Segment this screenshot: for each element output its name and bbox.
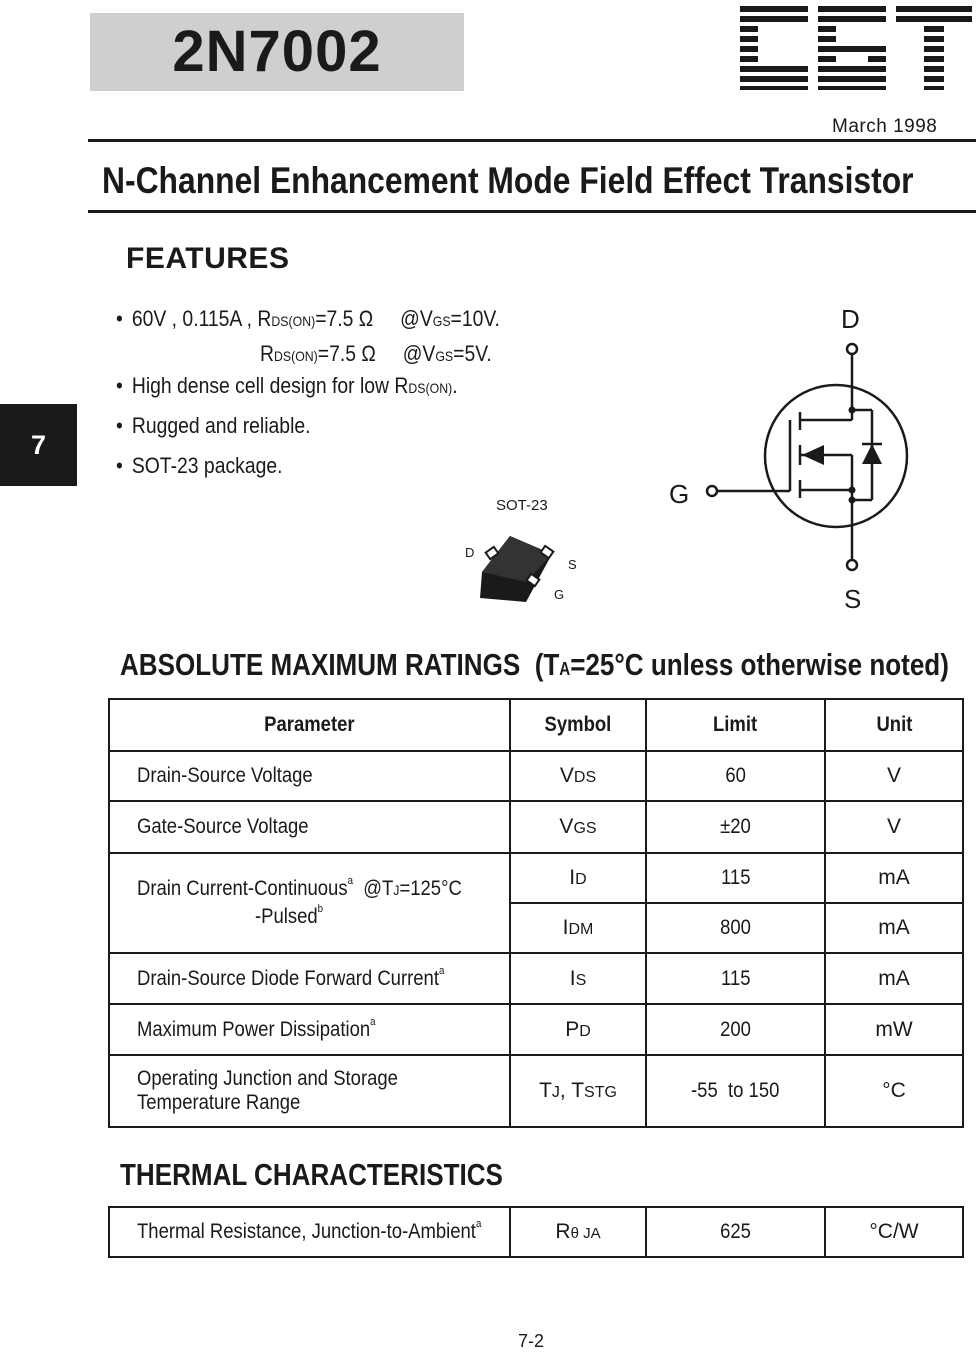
limit-cell: ±20	[646, 801, 825, 853]
unit-cell: mA	[825, 953, 963, 1004]
symbol-cell: ID	[510, 853, 646, 903]
symbol-cell: Rθ JA	[510, 1207, 646, 1257]
unit-cell: mA	[825, 903, 963, 953]
symbol-cell: IS	[510, 953, 646, 1004]
feature-item: • Rugged and reliable.	[116, 413, 311, 438]
limit-cell: -55 to 150	[646, 1055, 825, 1127]
parameter-cell	[109, 853, 510, 953]
ratings-heading: ABSOLUTE MAXIMUM RATINGS (TA=25°C unless otherwise noted)	[120, 647, 949, 682]
schematic-drain-label: D	[841, 304, 860, 334]
symbol-cell: TJ, TSTG	[510, 1055, 646, 1127]
unit-cell: °C	[825, 1055, 963, 1127]
unit-cell: mA	[825, 853, 963, 903]
feature-item-continuation: RDS(ON)=7.5 Ω @VGS=5V.	[260, 341, 492, 366]
limit-cell: 625	[646, 1207, 825, 1257]
feature-item: • 60V , 0.115A , RDS(ON)=7.5 Ω @VGS=10V.	[116, 306, 500, 331]
feature-item: • SOT-23 package.	[116, 453, 283, 478]
parameter-cell: Maximum Power Dissipation$^a$	[109, 1004, 510, 1055]
limit-cell: 115	[646, 953, 825, 1004]
limit-cell: 115	[646, 853, 825, 903]
page-title: N-Channel Enhancement Mode Field Effect Transistor	[102, 160, 914, 201]
unit-cell: V	[825, 751, 963, 801]
table-row	[109, 1004, 963, 1055]
table-header-row	[109, 699, 963, 751]
bullet-icon: •	[116, 373, 123, 398]
section-tab-marker: 7	[0, 404, 77, 486]
package-pin-g-label: G	[554, 587, 565, 602]
part-number: 2N7002	[172, 19, 382, 84]
package-label: SOT-23	[496, 497, 548, 514]
part-number-box	[90, 13, 464, 91]
features-heading: FEATURES	[126, 242, 290, 275]
table-row	[109, 1055, 963, 1127]
symbol-cell: VGS	[510, 801, 646, 853]
limit-cell: 200	[646, 1004, 825, 1055]
table-row	[109, 953, 963, 1004]
thermal-heading: THERMAL CHARACTERISTICS	[120, 1157, 503, 1192]
table-row	[109, 801, 963, 853]
symbol-cell: IDM	[510, 903, 646, 953]
drain-current-pulsed-label: -Pulsed$^b$	[255, 903, 324, 928]
parameter-cell: Thermal Resistance, Junction-to-Ambient$^a$	[109, 1207, 510, 1257]
column-header-limit: Limit	[646, 699, 825, 751]
page-number: 7-2	[518, 1331, 545, 1351]
issue-date: March 1998	[832, 116, 938, 137]
parameter-cell: Drain-Source Voltage	[109, 751, 510, 801]
schematic-source-label: S	[844, 584, 862, 614]
unit-cell: V	[825, 801, 963, 853]
column-header-unit: Unit	[825, 699, 963, 751]
table-row	[109, 751, 963, 801]
header-bottom-rule	[88, 210, 976, 213]
parameter-cell: Drain-Source Diode Forward Current$^a$	[109, 953, 510, 1004]
parameter-cell: Gate-Source Voltage	[109, 801, 510, 853]
thermal-table	[108, 1206, 964, 1258]
parameter-cell: Operating Junction and Storage Temperature Range	[109, 1055, 510, 1127]
drain-current-continuous-label: Drain Current-Continuous$^a$ @TJ=125°C	[137, 875, 462, 900]
mosfet-schematic-symbol	[660, 300, 940, 620]
column-header-parameter: Parameter	[109, 699, 510, 751]
column-header-symbol: Symbol	[510, 699, 646, 751]
unit-cell: °C/W	[825, 1207, 963, 1257]
limit-cell: 60	[646, 751, 825, 801]
schematic-gate-label: G	[669, 479, 690, 509]
ratings-table	[108, 698, 964, 1128]
table-row	[109, 853, 963, 903]
bullet-icon: •	[116, 306, 123, 331]
feature-item: • High dense cell design for low RDS(ON).	[116, 373, 458, 398]
symbol-cell: PD	[510, 1004, 646, 1055]
package-pin-d-label: D	[465, 545, 475, 560]
bullet-icon: •	[116, 413, 123, 438]
header-top-rule	[88, 139, 976, 142]
symbol-cell: VDS	[510, 751, 646, 801]
cet-logo	[740, 2, 976, 92]
limit-cell: 800	[646, 903, 825, 953]
unit-cell: mW	[825, 1004, 963, 1055]
bullet-icon: •	[116, 453, 123, 478]
package-pin-s-label: S	[568, 557, 577, 572]
table-row	[109, 1207, 963, 1257]
